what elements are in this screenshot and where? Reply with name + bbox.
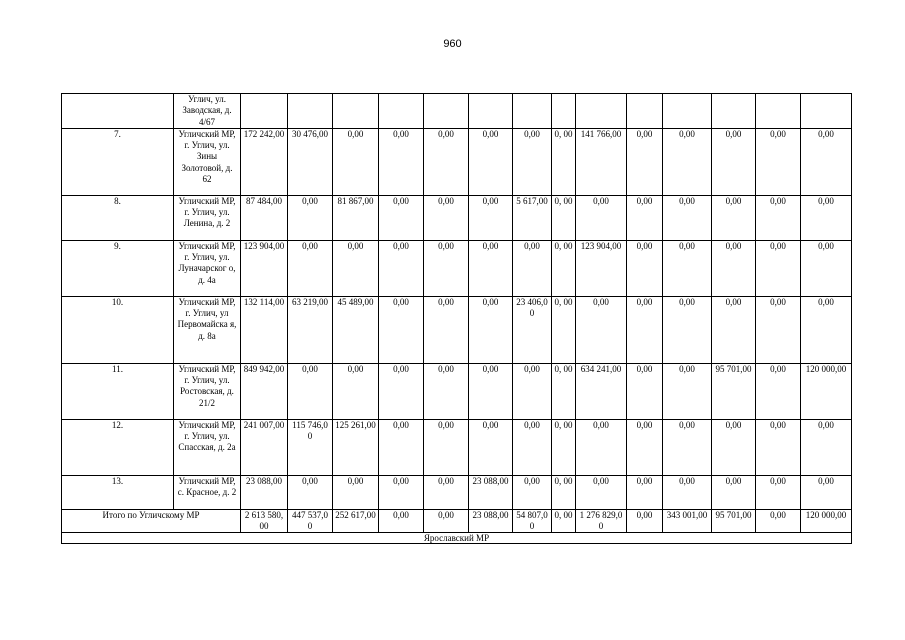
row-number: 7.: [62, 128, 174, 195]
total-value-cell: 0,00: [379, 509, 424, 533]
table-row: [62, 296, 852, 363]
value-cell: 0,00: [379, 195, 424, 240]
value-cell: 0,00: [663, 296, 712, 363]
total-value-cell: 0,00: [424, 509, 469, 533]
table-row: [62, 94, 852, 129]
value-cell: 0, 00: [552, 240, 576, 296]
value-cell: 0,00: [663, 475, 712, 509]
value-cell: 0,00: [576, 195, 627, 240]
value-cell: [756, 94, 801, 129]
value-cell: 0,00: [756, 240, 801, 296]
value-cell: 0,00: [756, 419, 801, 475]
address-cell: Угличский МР, г. Углич, ул. Зины Золотовой, д. 62: [174, 128, 241, 195]
value-cell: 0, 00: [552, 475, 576, 509]
value-cell: 172 242,00: [241, 128, 288, 195]
value-cell: 0,00: [756, 363, 801, 419]
address-cell: Угличский МР, с. Красное, д. 2: [174, 475, 241, 509]
value-cell: 0,00: [424, 240, 469, 296]
value-cell: [663, 94, 712, 129]
value-cell: 0, 00: [552, 419, 576, 475]
address-cell: Угличский МР, г. Углич, ул. Спасская, д. 2а: [174, 419, 241, 475]
value-cell: 0,00: [469, 363, 513, 419]
table-row: [62, 475, 852, 509]
total-value-cell: 23 088,00: [469, 509, 513, 533]
value-cell: 30 476,00: [288, 128, 333, 195]
row-number: 13.: [62, 475, 174, 509]
value-cell: 0,00: [333, 128, 379, 195]
value-cell: 849 942,00: [241, 363, 288, 419]
value-cell: 120 000,00: [801, 363, 852, 419]
value-cell: 0,00: [379, 363, 424, 419]
value-cell: 0,00: [627, 296, 663, 363]
total-value-cell: 2 613 580,00: [241, 509, 288, 533]
table-row: [62, 363, 852, 419]
value-cell: 0,00: [712, 475, 756, 509]
total-value-cell: 120 000,00: [801, 509, 852, 533]
value-cell: 241 007,00: [241, 419, 288, 475]
table-row: [62, 419, 852, 475]
value-cell: 0,00: [712, 128, 756, 195]
value-cell: 23 406,00: [513, 296, 552, 363]
table-row: [62, 240, 852, 296]
total-label: Итого по Угличскому МР: [62, 509, 241, 533]
value-cell: 0,00: [513, 475, 552, 509]
value-cell: 0,00: [469, 128, 513, 195]
total-value-cell: 343 001,00: [663, 509, 712, 533]
value-cell: 0,00: [513, 128, 552, 195]
address-cell: Угличский МР, г. Углич, ул. Луначарског о, д. 4а: [174, 240, 241, 296]
table-row: [62, 195, 852, 240]
value-cell: [288, 94, 333, 129]
value-cell: 0,00: [379, 419, 424, 475]
value-cell: 0,00: [333, 363, 379, 419]
value-cell: [241, 94, 288, 129]
row-number: 9.: [62, 240, 174, 296]
value-cell: 0,00: [627, 128, 663, 195]
value-cell: 0,00: [627, 363, 663, 419]
value-cell: 0,00: [469, 195, 513, 240]
total-value-cell: 0, 00: [552, 509, 576, 533]
value-cell: 0,00: [712, 419, 756, 475]
value-cell: 0,00: [333, 475, 379, 509]
value-cell: 0,00: [513, 363, 552, 419]
total-value-cell: 0,00: [756, 509, 801, 533]
row-number: 10.: [62, 296, 174, 363]
value-cell: 0,00: [712, 195, 756, 240]
value-cell: [379, 94, 424, 129]
value-cell: 0,00: [627, 195, 663, 240]
value-cell: 0,00: [801, 240, 852, 296]
total-value-cell: 1 276 829,00: [576, 509, 627, 533]
address-cell: Угличский МР, г. Углич, ул Первомайска я, д. 8а: [174, 296, 241, 363]
value-cell: 0,00: [424, 475, 469, 509]
value-cell: 0,00: [288, 363, 333, 419]
value-cell: 0,00: [424, 419, 469, 475]
total-value-cell: 447 537,00: [288, 509, 333, 533]
value-cell: 0,00: [379, 240, 424, 296]
value-cell: 23 088,00: [241, 475, 288, 509]
value-cell: 0,00: [756, 128, 801, 195]
value-cell: 0,00: [513, 240, 552, 296]
value-cell: [801, 94, 852, 129]
table-row: [62, 128, 852, 195]
value-cell: 132 114,00: [241, 296, 288, 363]
value-cell: [552, 94, 576, 129]
value-cell: 0,00: [379, 475, 424, 509]
value-cell: [627, 94, 663, 129]
value-cell: 0,00: [333, 240, 379, 296]
value-cell: 0, 00: [552, 195, 576, 240]
value-cell: [469, 94, 513, 129]
value-cell: 23 088,00: [469, 475, 513, 509]
value-cell: 634 241,00: [576, 363, 627, 419]
value-cell: 0,00: [627, 419, 663, 475]
row-number: 8.: [62, 195, 174, 240]
total-value-cell: 252 617,00: [333, 509, 379, 533]
value-cell: 0, 00: [552, 363, 576, 419]
value-cell: 45 489,00: [333, 296, 379, 363]
total-value-cell: 95 701,00: [712, 509, 756, 533]
value-cell: 0,00: [424, 363, 469, 419]
value-cell: 0,00: [288, 240, 333, 296]
value-cell: 0,00: [469, 419, 513, 475]
address-cell: Угличский МР, г. Углич, ул. Ростовская, д. 21/2: [174, 363, 241, 419]
value-cell: 0,00: [801, 296, 852, 363]
value-cell: 0,00: [288, 195, 333, 240]
region-header: Ярославский МР: [62, 533, 852, 544]
value-cell: 81 867,00: [333, 195, 379, 240]
value-cell: 0, 00: [552, 128, 576, 195]
value-cell: 0,00: [469, 296, 513, 363]
page-number: 960: [443, 38, 462, 50]
row-number: 12.: [62, 419, 174, 475]
value-cell: [576, 94, 627, 129]
value-cell: 0,00: [513, 419, 552, 475]
value-cell: 0,00: [801, 195, 852, 240]
address-cell: Углич, ул. Заводская, д. 4/67: [174, 94, 241, 129]
value-cell: 5 617,00: [513, 195, 552, 240]
value-cell: 0,00: [576, 296, 627, 363]
value-cell: 0,00: [663, 363, 712, 419]
row-number: [62, 94, 174, 129]
value-cell: 95 701,00: [712, 363, 756, 419]
value-cell: 0,00: [712, 240, 756, 296]
value-cell: 0,00: [379, 296, 424, 363]
value-cell: 0,00: [424, 128, 469, 195]
value-cell: 0,00: [756, 296, 801, 363]
region-header-row: [62, 533, 852, 544]
value-cell: [513, 94, 552, 129]
address-cell: Угличский МР, г. Углич, ул. Ленина, д. 2: [174, 195, 241, 240]
value-cell: 0,00: [576, 475, 627, 509]
value-cell: 0,00: [756, 475, 801, 509]
value-cell: 0,00: [424, 195, 469, 240]
total-value-cell: 0,00: [627, 509, 663, 533]
value-cell: 125 261,00: [333, 419, 379, 475]
value-cell: 141 766,00: [576, 128, 627, 195]
total-row: [62, 509, 852, 533]
value-cell: 0,00: [424, 296, 469, 363]
value-cell: 115 746,00: [288, 419, 333, 475]
value-cell: 0,00: [663, 419, 712, 475]
value-cell: [712, 94, 756, 129]
value-cell: 87 484,00: [241, 195, 288, 240]
value-cell: 0,00: [663, 240, 712, 296]
value-cell: 0,00: [712, 296, 756, 363]
value-cell: 0,00: [627, 475, 663, 509]
value-cell: 123 904,00: [576, 240, 627, 296]
value-cell: 0,00: [288, 475, 333, 509]
value-cell: 123 904,00: [241, 240, 288, 296]
value-cell: 0,00: [379, 128, 424, 195]
value-cell: 0,00: [801, 475, 852, 509]
row-number: 11.: [62, 363, 174, 419]
value-cell: [424, 94, 469, 129]
value-cell: 0,00: [801, 128, 852, 195]
total-value-cell: 54 807,00: [513, 509, 552, 533]
value-cell: 0,00: [576, 419, 627, 475]
value-cell: [333, 94, 379, 129]
value-cell: 63 219,00: [288, 296, 333, 363]
value-cell: 0, 00: [552, 296, 576, 363]
value-cell: 0,00: [801, 419, 852, 475]
value-cell: 0,00: [627, 240, 663, 296]
value-cell: 0,00: [663, 195, 712, 240]
value-cell: 0,00: [756, 195, 801, 240]
data-table: [61, 93, 852, 544]
value-cell: 0,00: [469, 240, 513, 296]
value-cell: 0,00: [663, 128, 712, 195]
